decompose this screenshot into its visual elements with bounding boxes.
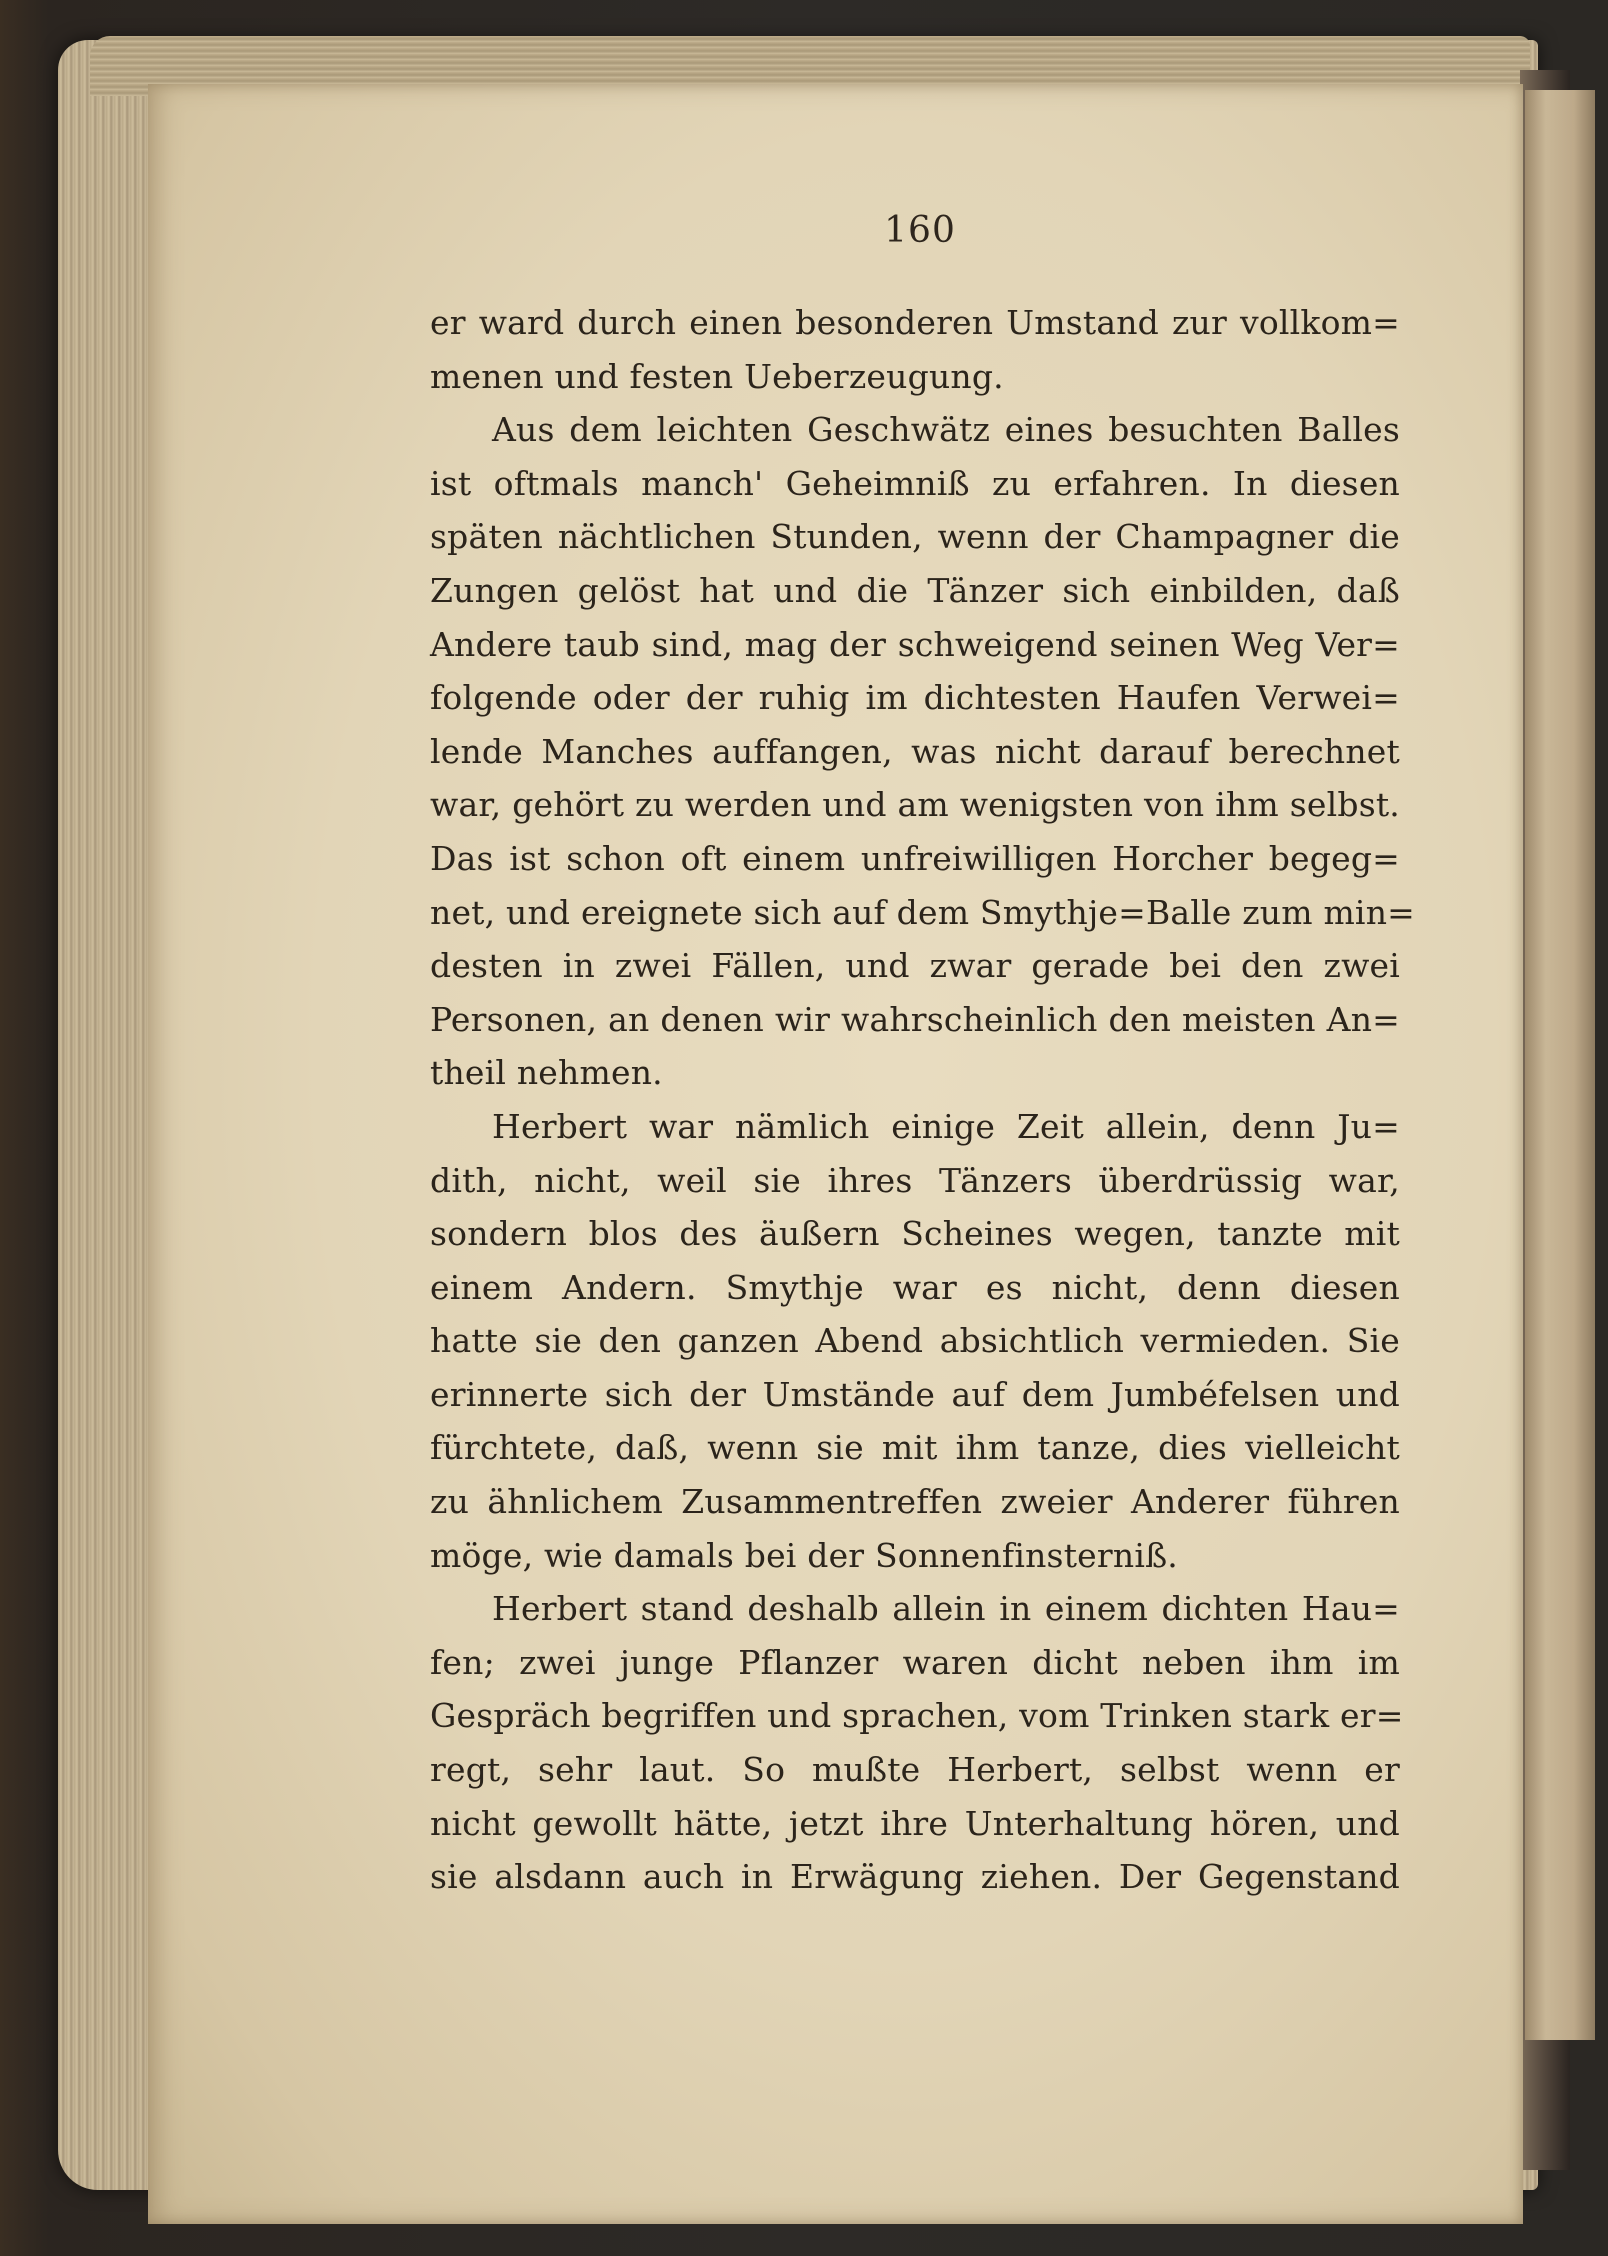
text-line: fen; zwei junge Pflanzer waren dicht neben ihm im [430, 1642, 1400, 1682]
text-line: hatte sie den ganzen Abend absichtlich vermieden. Sie [430, 1321, 1400, 1361]
text-line: Zungen gelöst hat und die Tänzer sich einbilden, daß [430, 570, 1400, 610]
text-line: Gespräch begriffen und sprachen, vom Trinken stark er= [430, 1696, 1404, 1736]
text-line: net, und ereignete sich auf dem Smythje=Balle zum min= [430, 892, 1415, 932]
text-line: fürchtete, daß, wenn sie mit ihm tanze, dies vielleicht [430, 1428, 1400, 1468]
text-line: späten nächtlichen Stunden, wenn der Champagner die [430, 517, 1400, 557]
text-line: lende Manches auffangen, was nicht darauf berechnet [430, 731, 1400, 771]
text-line: Herbert stand deshalb allein in einem dichten Hau= [492, 1589, 1400, 1629]
page-text [430, 296, 1415, 1904]
text-line: nicht gewollt hätte, jetzt ihre Unterhaltung hören, und [430, 1803, 1400, 1843]
text-line: Aus dem leichten Geschwätz eines besuchten Balles [492, 410, 1400, 450]
text-line: ist oftmals manch' Geheimniß zu erfahren. In diesen [430, 463, 1400, 503]
text-line: Herbert war nämlich einige Zeit allein, denn Ju= [492, 1106, 1400, 1146]
page-number: 160 [884, 210, 956, 251]
text-line: regt, sehr laut. So mußte Herbert, selbst wenn er [430, 1750, 1400, 1790]
text-line: theil nehmen. [430, 1053, 663, 1093]
text-line: desten in zwei Fällen, und zwar gerade bei den zwei [430, 946, 1400, 986]
text-line: war, gehört zu werden und am wenigsten von ihm selbst. [430, 785, 1400, 825]
text-line: möge, wie damals bei der Sonnenfinsterniß. [430, 1535, 1178, 1575]
text-line: einem Andern. Smythje war es nicht, denn diesen [430, 1267, 1400, 1307]
text-line: dith, nicht, weil sie ihres Tänzers überdrüssig war, [430, 1160, 1400, 1200]
text-line: Andere taub sind, mag der schweigend seinen Weg Ver= [430, 624, 1400, 664]
text-line: zu ähnlichem Zusammentreffen zweier Anderer führen [430, 1482, 1400, 1522]
text-line: Das ist schon oft einem unfreiwilligen Horcher begeg= [430, 838, 1400, 878]
text-line: er ward durch einen besonderen Umstand zur vollkom= [430, 303, 1400, 342]
text-line: folgende oder der ruhig im dichtesten Haufen Verwei= [430, 678, 1400, 718]
text-line: erinnerte sich der Umstände auf dem Jumbéfelsen und [430, 1374, 1400, 1414]
text-line: menen und festen Ueberzeugung. [430, 356, 1004, 396]
text-line: sie alsdann auch in Erwägung ziehen. Der Gegenstand [430, 1857, 1400, 1897]
text-line: sondern blos des äußern Scheines wegen, tanzte mit [430, 1214, 1400, 1254]
text-line: Personen, an denen wir wahrscheinlich den meisten An= [430, 999, 1400, 1039]
book-right-leaf [1525, 90, 1595, 2040]
